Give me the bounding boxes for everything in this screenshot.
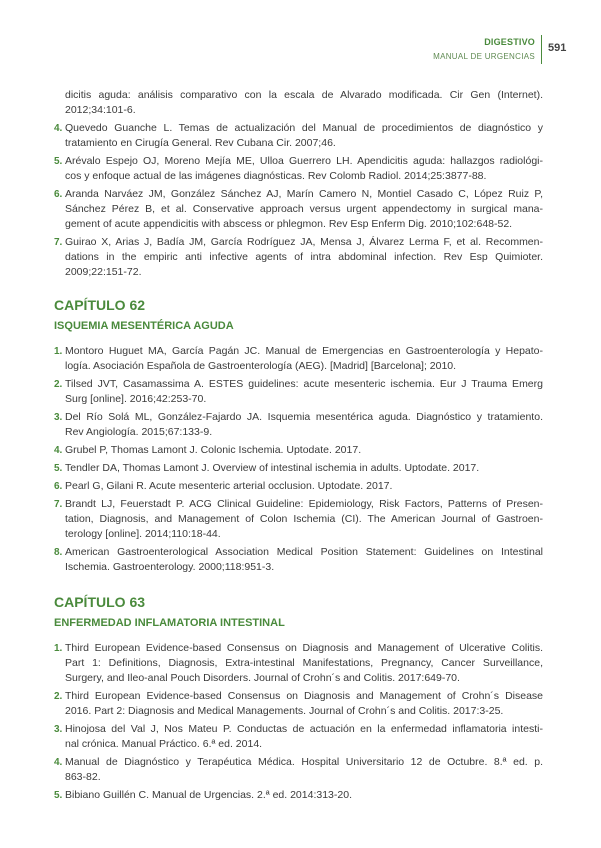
reference-line: dicitis aguda: análisis comparativo con la escala de Alvarado modificada. Cir Gen (Internet). [65, 89, 543, 101]
reference-list-continued [54, 88, 543, 283]
reference-item [54, 461, 543, 476]
reference-number: 5. [54, 790, 63, 801]
reference-line: Ischemia. Gastroenterology. 2000;118:951-3. [65, 561, 275, 573]
reference-line: 2016. Part 2: Diagnosis and Medical Managements. Journal of Crohn´s and Colitis. 2017:3-25. [65, 705, 504, 717]
reference-item [54, 755, 543, 785]
reference-number: 7. [54, 499, 63, 510]
reference-line: American Gastroenterological Association Medical Position Statement: Guidelines on Intestinal [65, 546, 543, 558]
reference-item [54, 545, 543, 575]
reference-item [54, 443, 543, 458]
reference-list [54, 641, 543, 803]
reference-number: 4. [54, 445, 63, 456]
reference-item [54, 154, 543, 184]
chapter-title: CAPÍTULO 63 [54, 594, 146, 610]
chapter-63 [54, 593, 543, 806]
reference-number: 5. [54, 463, 63, 474]
reference-item [54, 788, 543, 803]
reference-line: Montoro Huguet MA, García Pagán JC. Manual de Emergencias en Gastroenterología y Hepato- [65, 345, 543, 357]
reference-number: 2. [54, 691, 63, 702]
reference-list [54, 344, 543, 575]
reference-line: Surgery, and Ileo-anal Pouch Disorders. Journal of Crohn´s and Colitis. 2017:649-70. [65, 672, 460, 684]
reference-item [54, 641, 543, 686]
reference-line: Third European Evidence-based Consensus on Diagnosis and Management of Ulcerative Colitis. [65, 642, 543, 654]
reference-line: Surg [online]. 2016;42:253-70. [65, 393, 207, 405]
reference-item [54, 497, 543, 542]
reference-line: dations in the empiric anti infective agents of intra abdominal infection. Rev Esp Quimioter. [65, 251, 543, 263]
reference-item [54, 121, 543, 151]
reference-line: Part 1: Definitions, Diagnosis, Extra-intestinal Manifestations, Pregnancy, Cancer Surveillance, [65, 657, 543, 669]
reference-line: cos y enfoque actual de las imágenes diagnósticas. Rev Colomb Radiol. 2014;25:3877-88. [65, 170, 487, 182]
reference-line: Tilsed JVT, Casamassima A. ESTES guidelines: acute mesenteric ischemia. Eur J Trauma Emerg [65, 378, 543, 390]
header-book-title: MANUAL DE URGENCIAS [433, 52, 535, 61]
reference-number: 6. [54, 481, 63, 492]
reference-item [54, 88, 543, 118]
reference-line: Aranda Narváez JM, González Sánchez AJ, Marín Camero N, Montiel Casado C, López Ruiz P, [65, 188, 543, 200]
reference-item [54, 689, 543, 719]
reference-line: Sánchez Pérez B, et al. Conservative approach versus urgent appendectomy in surgical mana- [65, 203, 543, 215]
reference-item [54, 235, 543, 280]
reference-line: gement of acute appendicitis with abscess or phlegmon. Rev Esp Enferm Dig. 2010;102:648-52. [65, 218, 513, 230]
reference-item [54, 479, 543, 494]
reference-line: nal crónica. Manual Práctico. 6.ª ed. 2014. [65, 738, 263, 750]
reference-number: 4. [54, 757, 63, 768]
reference-line: Rev Angiología. 2015;67:133-9. [65, 426, 213, 438]
reference-number: 7. [54, 237, 63, 248]
reference-number: 3. [54, 412, 63, 423]
reference-number: 4. [54, 123, 63, 134]
reference-line: Guirao X, Arias J, Badía JM, García Rodríguez JA, Mensa J, Álvarez Lerma F, et al. Recommen- [65, 236, 543, 248]
reference-line: Del Río Solá ML, González-Fajardo JA. Isquemia mesentérica aguda. Diagnóstico y tratamiento. [65, 411, 543, 423]
reference-line: terology [online]. 2014;110:18-44. [65, 528, 221, 540]
reference-line: Third European Evidence-based Consensus on Diagnosis and Management of Crohn´s Disease [65, 690, 543, 702]
reference-line: Bibiano Guillén C. Manual de Urgencias. 2.ª ed. 2014:313-20. [65, 789, 352, 801]
reference-number: 1. [54, 643, 63, 654]
reference-line: Arévalo Espejo OJ, Moreno Mejía ME, Ulloa Guerrero LH. Apendicitis aguda: hallazgos radiológi- [65, 155, 543, 167]
reference-line: Tendler DA, Thomas Lamont J. Overview of intestinal ischemia in adults. Uptodate. 2017. [65, 462, 480, 474]
reference-number: 8. [54, 547, 63, 558]
reference-item [54, 344, 543, 374]
chapter-subtitle: ISQUEMIA MESENTÉRICA AGUDA [54, 320, 234, 332]
reference-line: Pearl G, Gilani R. Acute mesenteric arterial occlusion. Uptodate. 2017. [65, 480, 393, 492]
reference-item [54, 410, 543, 440]
reference-line: Brandt LJ, Feuerstadt P. ACG Clinical Guideline: Epidemiology, Risk Factors, Patterns of Presen- [65, 498, 543, 510]
reference-line: Hinojosa del Val J, Nos Mateu P. Conductas de actuación en la enfermedad inflamatoria intesti- [65, 723, 543, 735]
reference-number: 5. [54, 156, 63, 167]
reference-line: Grubel P, Thomas Lamont J. Colonic Ischemia. Uptodate. 2017. [65, 444, 362, 456]
reference-line: Quevedo Guanche L. Temas de actualización del Manual de procedimientos de diagnóstico y [65, 122, 543, 134]
reference-line: Manual de Diagnóstico y Terapéutica Médica. Hospital Universitario 12 de Octubre. 8.ª ed. p. [65, 756, 543, 768]
reference-item [54, 722, 543, 752]
reference-number: 1. [54, 346, 63, 357]
reference-number: 3. [54, 724, 63, 735]
reference-item [54, 377, 543, 407]
reference-line: logía. Asociación Española de Gastroenterología (AEG). [Madrid] [Barcelona]; 2010. [65, 360, 457, 372]
reference-item [54, 187, 543, 232]
reference-line: tation, Diagnosis, and Management of Colon Ischemia (CI). The American Journal of Gastroen- [65, 513, 543, 525]
reference-number: 6. [54, 189, 63, 200]
reference-line: 2009;22:151-72. [65, 266, 142, 278]
chapter-title: CAPÍTULO 62 [54, 297, 146, 313]
chapter-subtitle: ENFERMEDAD INFLAMATORIA INTESTINAL [54, 617, 285, 629]
reference-line: 2012;34:101-6. [65, 104, 136, 116]
reference-number: 2. [54, 379, 63, 390]
chapter-62 [54, 296, 543, 578]
page-number: 591 [548, 42, 567, 54]
reference-line: 863-82. [65, 771, 101, 783]
header-divider [541, 35, 542, 64]
reference-line: tratamiento en Cirugía General. Rev Cubana Cir. 2007;46. [65, 137, 336, 149]
header-section-title: DIGESTIVO [484, 37, 535, 47]
